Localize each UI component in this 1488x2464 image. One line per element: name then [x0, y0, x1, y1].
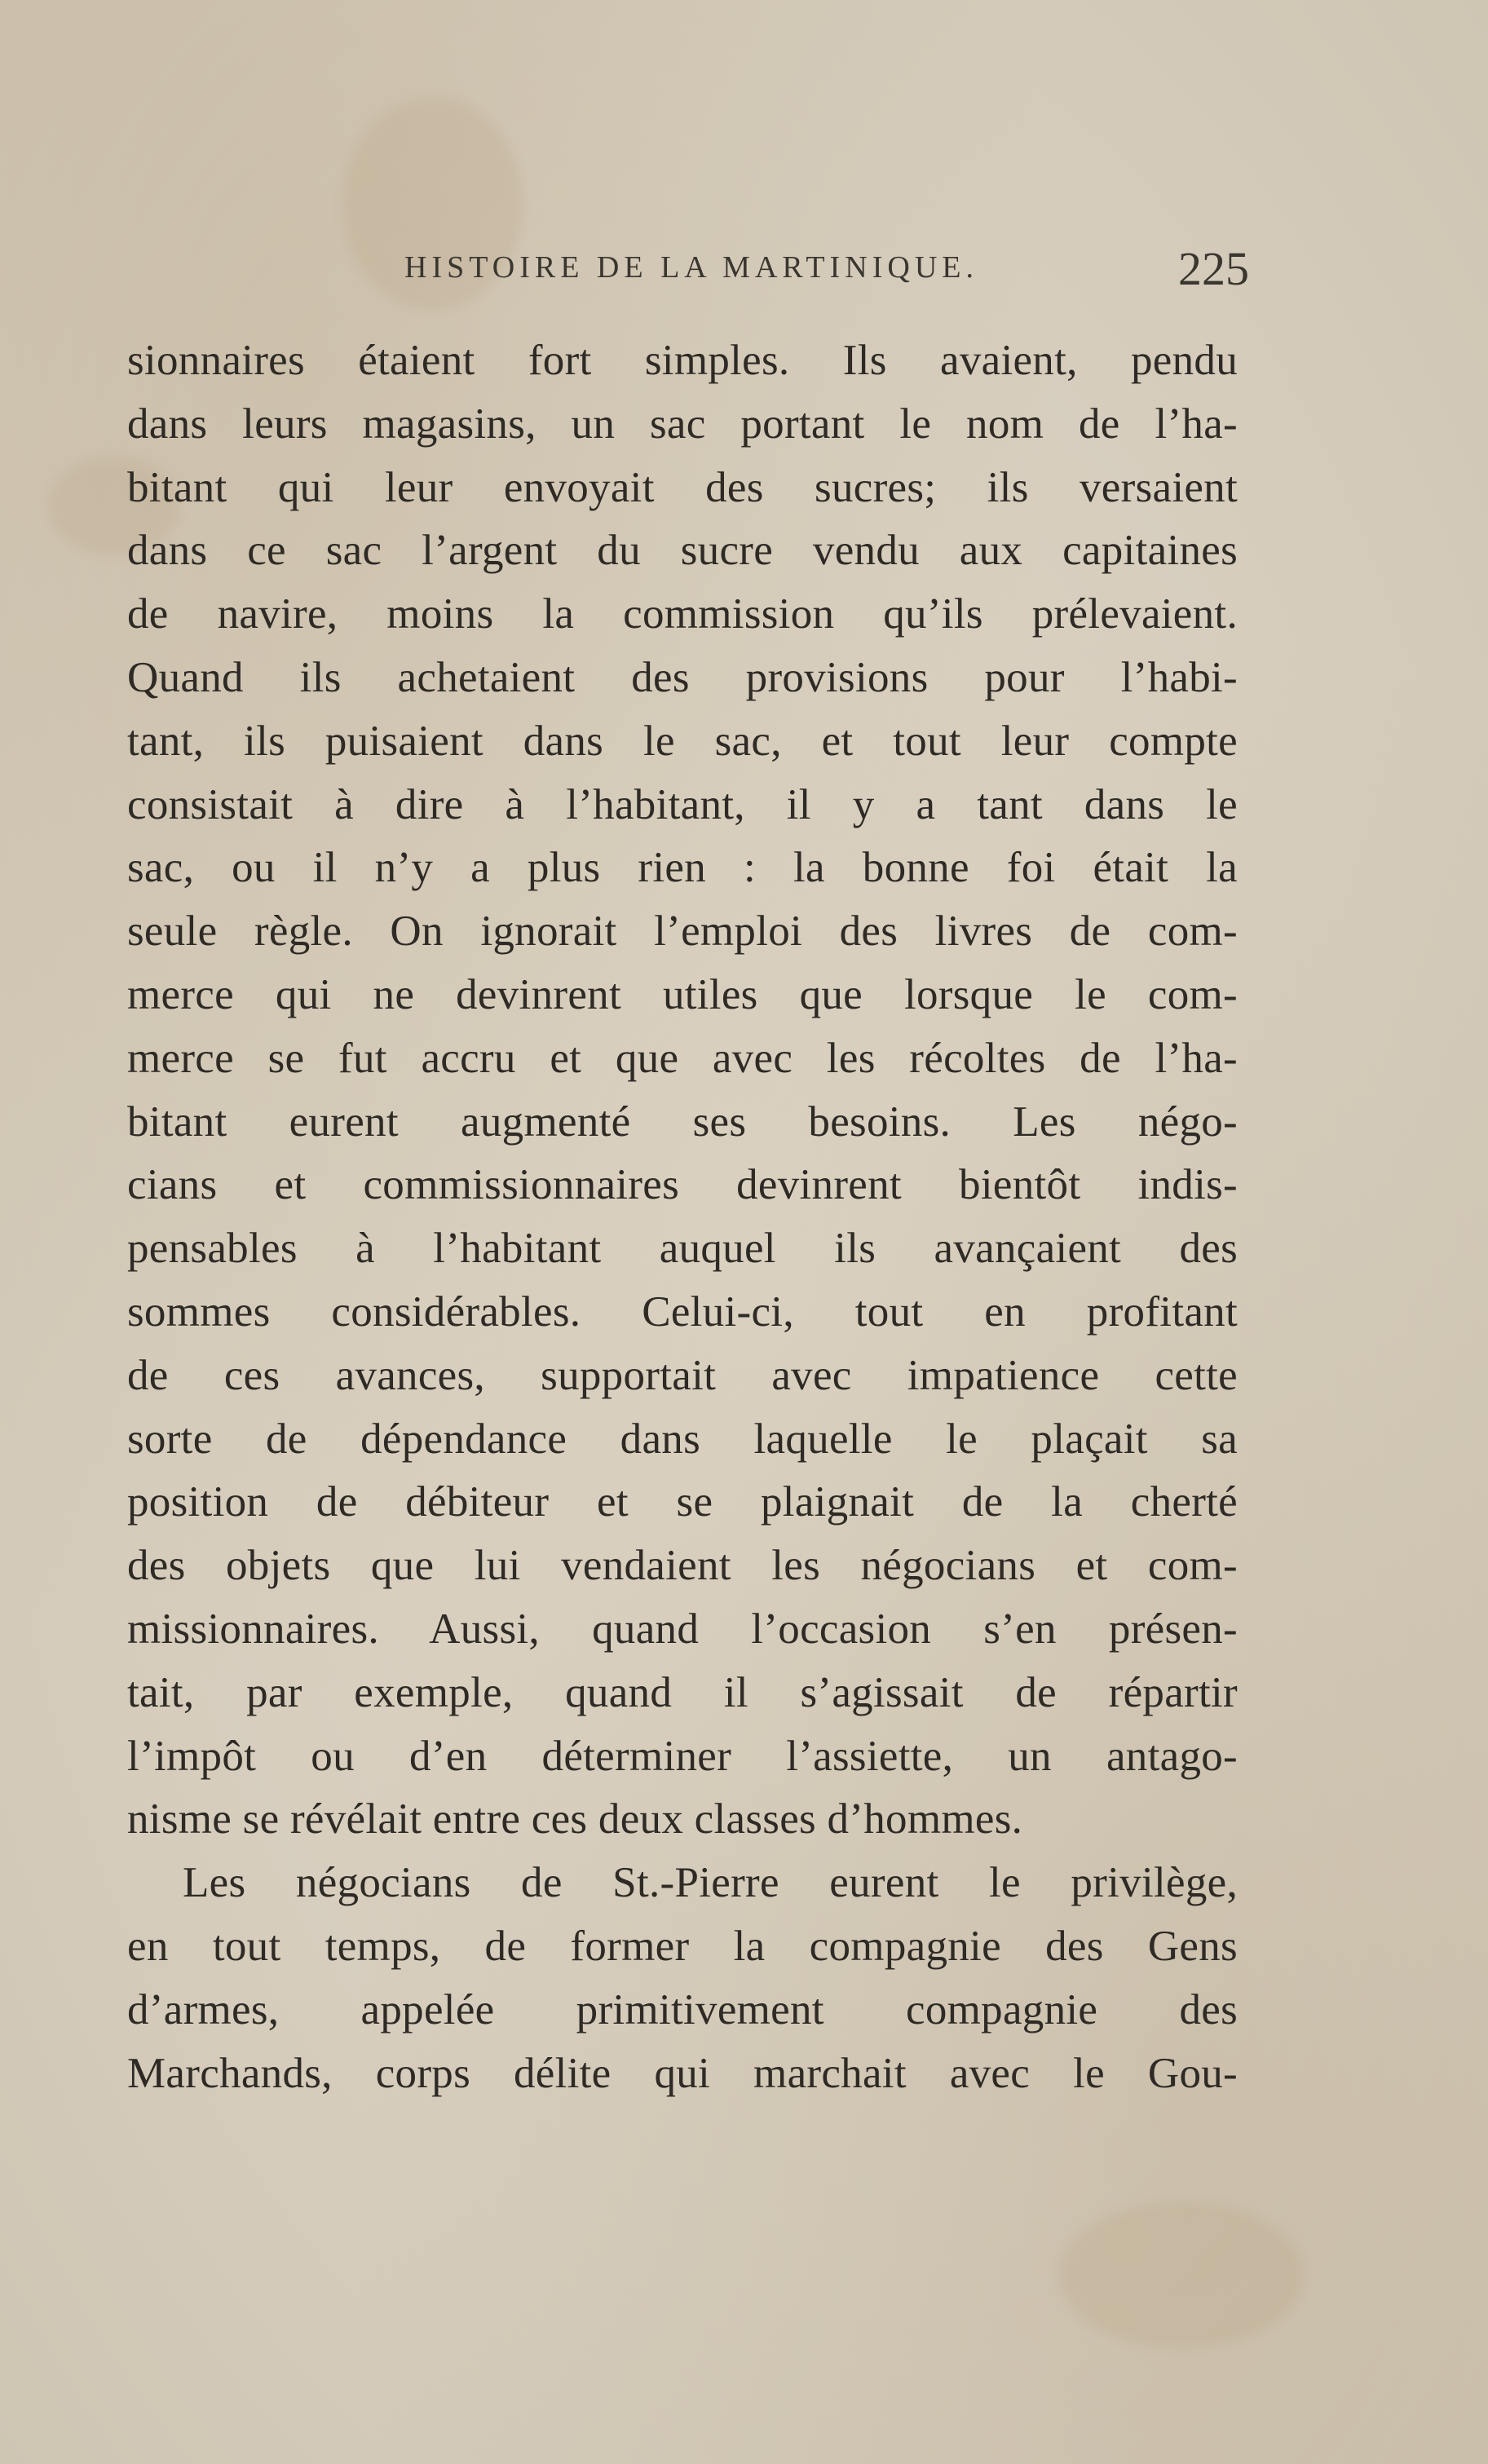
text-line: merce se fut accru et que avec les récoltes de l’ha- — [127, 1034, 1238, 1082]
text-line: nisme se révélait entre ces deux classes d’hommes. — [127, 1795, 1023, 1844]
text-line: en tout temps, de former la compagnie des Gens — [127, 1922, 1238, 1970]
text-line: seule règle. On ignorait l’emploi des livres de com- — [127, 907, 1238, 956]
text-line: sionnaires étaient fort simples. Ils avaient, pendu — [127, 337, 1238, 384]
text-line: Quand ils achetaient des provisions pour l’habi- — [127, 653, 1238, 701]
text-line: cians et commissionnaires devinrent bientôt indis- — [127, 1161, 1238, 1209]
body-text — [127, 329, 1238, 2105]
text-line: merce qui ne devinrent utiles que lorsque le com- — [127, 970, 1238, 1018]
text-line: bitant qui leur envoyait des sucres; ils versaient — [127, 463, 1238, 511]
text-line: tant, ils puisaient dans le sac, et tout leur compte — [127, 717, 1238, 765]
text-line: Les négocians de St.-Pierre eurent le privilège, — [183, 1859, 1238, 1907]
text-line: pensables à l’habitant auquel ils avançaient des — [127, 1225, 1238, 1273]
page-number: 225 — [1178, 242, 1249, 295]
text-line: sommes considérables. Celui-ci, tout en profitant — [127, 1287, 1238, 1336]
text-line: dans ce sac l’argent du sucre vendu aux capitaines — [127, 527, 1238, 575]
paper-stain — [1060, 2201, 1305, 2348]
text-line: tait, par exemple, quand il s’agissait de répartir — [127, 1668, 1238, 1716]
text-line: l’impôt ou d’en déterminer l’assiette, un antago- — [127, 1732, 1238, 1780]
paragraph — [127, 329, 1238, 1852]
running-title: HISTOIRE DE LA MARTINIQUE. — [404, 250, 978, 285]
text-line: dans leurs magasins, un sac portant le nom de l’ha- — [127, 400, 1238, 448]
running-head — [404, 241, 1249, 307]
text-line: de navire, moins la commission qu’ils prélevaient. — [127, 590, 1238, 638]
text-line: bitant eurent augmenté ses besoins. Les négo- — [127, 1097, 1238, 1146]
paragraph — [127, 1852, 1238, 2105]
text-line: missionnaires. Aussi, quand l’occasion s’en présen- — [127, 1605, 1238, 1653]
text-line: sac, ou il n’y a plus rien : la bonne foi était la — [127, 844, 1238, 892]
text-line: consistait à dire à l’habitant, il y a tant dans le — [127, 780, 1238, 828]
text-line: d’armes, appelée primitivement compagnie des — [127, 1985, 1238, 2033]
text-line: de ces avances, supportait avec impatience cette — [127, 1351, 1238, 1399]
text-line: des objets que lui vendaient les négocians et com- — [127, 1542, 1238, 1590]
text-line: Marchands, corps délite qui marchait avec le Gou- — [127, 2049, 1238, 2097]
text-line: position de débiteur et se plaignait de la cherté — [127, 1478, 1238, 1526]
text-line: sorte de dépendance dans laquelle le plaçait sa — [127, 1415, 1238, 1463]
